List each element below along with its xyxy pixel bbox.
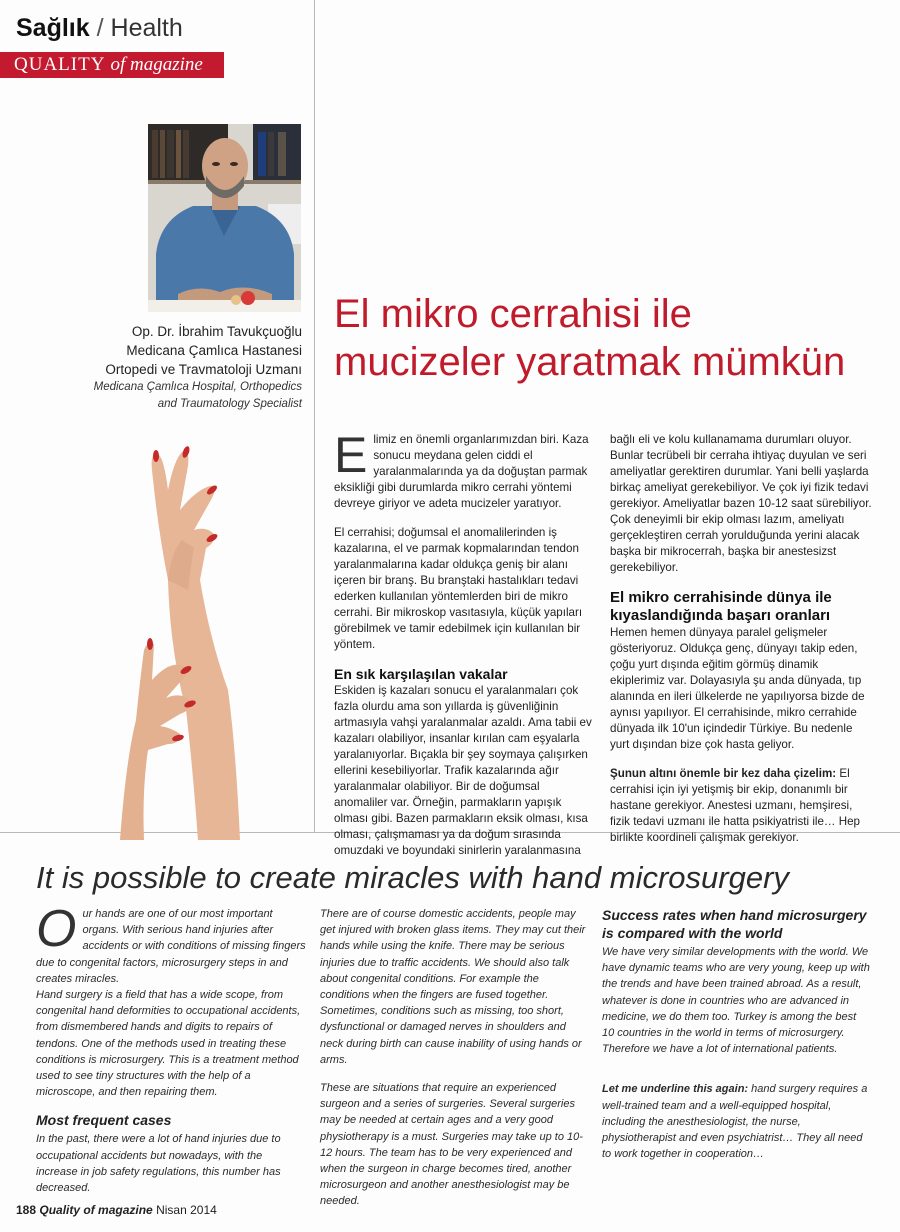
author-title: Ortopedi ve Travmatoloji Uzmanı	[105, 362, 302, 377]
author-name: Op. Dr. İbrahim Tavukçuoğlu	[131, 324, 302, 339]
footer-issue: Nisan 2014	[156, 1203, 217, 1217]
intro-paragraph-tr	[334, 427, 596, 512]
page-footer	[16, 1203, 217, 1217]
magazine-name: QUALITY	[14, 54, 105, 75]
column-divider	[314, 0, 315, 832]
paragraph-tr-6-rest: El cerrahisi için iyi yetişmiş bir ekip, donanımlı bir hastane gerekiyor. Anestesi uzmanı, hemşiresi, fizik tedavi uzmanı ile hatta psikiyatristi ile… Hep birlikte koordineli çalışmak gerekiyor.	[610, 767, 861, 844]
article-title-tr-line1: El mikro cerrahisi ile	[334, 292, 692, 336]
article-title-tr-line2: mucizeler yaratmak mümkün	[334, 340, 846, 384]
paragraph-tr-4: bağlı eli ve kolu kullanamama durumları oluyor. Bunlar tecrübeli bir cerraha ihtiyaç duyulan ve seri ameliyatlar gerektiren durumlar. Yani belli yaşlarda birkaç ameliyat gerekebiliyor. Ve çok iyi fizik tedavi gerekiyor. Ameliyatlar bazen 10-12 saat sürebiliyor. Çok deneyimli bir ekip olması lazım, ameliyatı gerçekleştiren cerrah yorulduğunda yerini alacak başka bir mikrocerrah, başka bir anestesizst gerekebiliyor.	[610, 433, 872, 574]
section-heading	[16, 14, 183, 43]
heading-en-world: Success rates when hand microsurgery is compared with the world	[602, 907, 867, 941]
magazine-of: of magazine	[110, 54, 203, 75]
article-tr-column-1	[334, 427, 596, 872]
intro-text-en: ur hands are one of our most important organs. With serious hand injuries after accidents or with conditions of missing fingers due to congenital factors, microsurgery steps in and creates miracles.	[36, 908, 306, 985]
paragraph-en-5: These are situations that require an experienced surgeon and a series of surgeries. Several surgeries may be needed at certain ages and a very good physiotherapy is a must. Surgeries may take up to 10-12 hours. The team has to be very experienced and when the surgeon in charge becomes tired, another microsurgeon and another anesthesiologist may be needed.	[320, 1082, 583, 1208]
page-number: 188	[16, 1203, 37, 1217]
author-hospital-en: Medicana Çamlıca Hospital, Orthopedics	[93, 381, 302, 393]
dropcap-en: O	[36, 900, 77, 958]
doctor-portrait-photo	[148, 124, 301, 312]
paragraph-en-3: In the past, there were a lot of hand injuries due to occupational accidents but nowadays, with the increase in job safety regulations, this number has decreased.	[36, 1133, 281, 1195]
paragraph-en-2: Hand surgery is a field that has a wide scope, from congenital hand deformities to occupational accidents, from dismembered hands and digits to repairs of tendons. One of the methods used in treating these conditions is microsurgery. This is a treatment method used to see tiny structures with the help of a microscope, and then repairing them.	[36, 989, 301, 1099]
article-en-column-1	[36, 900, 306, 1208]
footer-magazine: Quality of magazine	[39, 1203, 153, 1217]
intro-text-tr: limiz en önemli organlarımızdan biri. Kaza sonucu meydana gelen ciddi el yaralanmalarında ya da doğuştan parmak eksikliği gibi durumlarda mikro cerrahi yöntemi devreye giriyor ve adeta mucizeler yaratıyor.	[334, 433, 589, 510]
paragraph-en-4: There are of course domestic accidents, people may get injured with broken glass items. They may cut their hands while using the knife. There may be serious injuries due to traffic accidents. We should also talk about congenital conditions. For example the conditions when the fingers are fused together. Sometimes, conditions such as missing, too short, dysfunctional or damaged nerves in shoulders and neck during birth can cause inability of using hands or arms.	[320, 908, 586, 1066]
author-block	[60, 322, 302, 413]
section-separator: /	[96, 14, 104, 42]
hands-photo	[110, 430, 270, 840]
paragraph-tr-3: Eskiden iş kazaları sonucu el yaralanmaları çok fazla olurdu ama son yıllarda iş güvenliğinin artmasıyla vahşi yaralanmalar azaldı. Ama tabii ev kazaları olabiliyor, insanlar kırılan cam eşyalarla yaralanıyorlar. Bıçakla bir şey soymaya çalışırken ellerini kesebiliyorlar. Trafik kazalarında ağır yaralanmalar olabiliyor. Bir de doğumsal anomaliler var. Örneğin, parmakların yapışık olması gibi. Bazen parmakların eksik olması, kısa olması, çalışmaması ya da doğum sırasında omuzdaki ve boyundaki sinirlerin yaralanmasına	[334, 684, 592, 857]
dropcap-tr: E	[334, 427, 368, 483]
section-title-en: Health	[110, 14, 183, 42]
heading-tr-world: El mikro cerrahisinde dünya ile kıyaslandığında başarı oranları	[610, 589, 832, 624]
author-title-en: and Traumatology Specialist	[157, 398, 302, 410]
paragraph-tr-5: Hemen hemen dünyaya paralel gelişmeler gösteriyoruz. Oldukça genç, dünyayı takip eden, çoğu yurt dışında eğitim görmüş dinamik ekiplerimiz var. Dolayasıyla şu anda dünyada, tıp alanında en ileri ülkelerde ne yapılıyorsa bizde de aynısı yapılıyor. El cerrahisinde, mikro cerrahide dünyada ilk 10'un içindedir Türkiye. Bu nedenle yurt dışından bize çok hasta geliyor.	[610, 626, 865, 751]
emphasis-en: Let me underline this again:	[602, 1083, 749, 1096]
paragraph-tr-6	[610, 766, 872, 846]
heading-tr-cases: En sık karşılaşılan vakalar	[334, 666, 508, 682]
paragraph-en-7	[602, 1081, 870, 1162]
article-title-en: It is possible to create miracles with hand microsurgery	[36, 860, 789, 895]
emphasis-tr: Şunun altını önemle bir kez daha çizelim:	[610, 767, 837, 780]
author-hospital: Medicana Çamlıca Hastanesi	[126, 343, 302, 358]
heading-en-cases: Most frequent cases	[36, 1112, 172, 1129]
paragraph-tr-2: El cerrahisi; doğumsal el anomalilerinden iş kazalarına, el ve parmak kopmalarından tendon yaralanmalarına kadar oldukça geniş bir alanı içeren bir branş. Bu branştaki hastalıkları tedavi ederken kullanılan yöntemlerden biri de mikro cerrahi. Bir mikroskop vasıtasıyla, küçük yapıları görebilmek ve tamir edebilmek için kullanılan bir yöntem.	[334, 526, 583, 651]
intro-paragraph-en	[36, 900, 306, 987]
section-title-tr: Sağlık	[16, 14, 90, 42]
magazine-banner	[0, 52, 224, 78]
paragraph-en-7-rest: hand surgery requires a well-trained team and a well-equipped hospital, including the anesthesiologist, the nurse, physiotherapist and even psychiatrist… They all need to work together in cooperation…	[602, 1083, 868, 1161]
article-en-column-2	[320, 906, 586, 1222]
article-title-tr	[334, 290, 894, 386]
article-en-column-3	[602, 906, 870, 1174]
article-tr-column-2	[610, 432, 872, 859]
paragraph-en-6: We have very similar developments with the world. We have dynamic teams who are very young, keep up with the trends and have been trained abroad. As a result, whatever is done in countries who are advanced in medicine, we do them too. Turkey is among the best 10 countries in the world in terms of microsurgery. Therefore we have a lot of international patients.	[602, 946, 870, 1056]
